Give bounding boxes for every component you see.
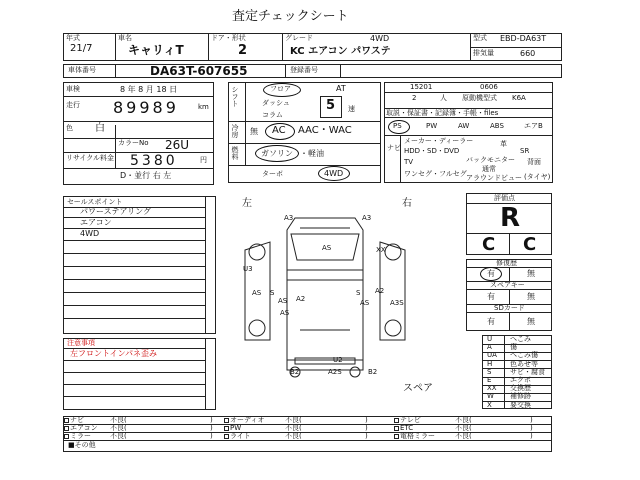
bottom-item-close: ) (530, 432, 533, 440)
legend-meaning: エクボ (510, 376, 531, 384)
color-value: 白 (95, 123, 105, 134)
legend-code: E (487, 376, 492, 384)
floor: フロア (270, 85, 291, 93)
bottom-item-status: 不良( (455, 416, 472, 424)
haimen: 背面 (527, 158, 541, 166)
mark-a3-2: A3 (362, 214, 372, 222)
shufukureki-label: 修復歴 (496, 259, 517, 267)
mark-as-5: AS (280, 309, 290, 317)
mark-a2-2: A2 (375, 287, 385, 295)
bottom-item-close: ) (530, 424, 533, 432)
soko-label: 走行 (66, 101, 80, 109)
diagram-left: 左 (242, 198, 252, 209)
katashiki-label: 型式 (473, 34, 487, 42)
bottom-item-close: ) (530, 416, 533, 424)
mark-b2-2: B2 (368, 368, 378, 376)
legend-code: XX (487, 384, 497, 393)
grade-value-2: KC エアコン パワステ (290, 46, 391, 57)
legend-code: S (487, 367, 492, 376)
reibo-none: 無 (250, 127, 258, 136)
eq-aw: AW (458, 122, 470, 130)
tv: TV (404, 158, 414, 166)
bottom-checkbox[interactable] (64, 434, 69, 439)
sales-point-2: エアコン (80, 218, 112, 227)
maker: メーカー・ディーラー (404, 137, 474, 145)
mark-a3-1: A3 (284, 214, 294, 222)
bottom-item-close: ) (210, 416, 213, 424)
colorno-label: カラーNo (118, 139, 149, 147)
legend-code: A (487, 343, 492, 352)
haikiryo-value: 660 (520, 49, 536, 58)
back-monitor: バックモニター (466, 156, 515, 164)
legend-meaning: へこみ傷 (510, 351, 538, 360)
legend-meaning: へこみ (510, 335, 531, 343)
left-bottom-text: D・並行 右 左 (120, 171, 172, 180)
navi-label: ナビ (387, 144, 401, 152)
fourwd: 4WD (324, 169, 344, 178)
shaken-value: 8 年 8 月 18 日 (120, 85, 178, 94)
sales-point-3: 4WD (80, 229, 100, 238)
shamei-label: 車名 (118, 34, 132, 42)
hyoka-label: 評価点 (494, 194, 515, 202)
bottom-checkbox[interactable] (224, 418, 229, 423)
hdd: HDD・SD・DVD (404, 147, 460, 155)
mark-s-1: S (270, 289, 275, 297)
kawa: 革 (500, 140, 507, 148)
sr: SR (520, 147, 530, 155)
nenshiki-value: 21/7 (70, 43, 93, 54)
one-seg: ワンセグ・フルセグ (404, 170, 467, 178)
bottom-item-close: ) (210, 424, 213, 432)
mark-s-2: S (356, 289, 361, 297)
legend-code: X (487, 400, 492, 409)
speed-label: 速 (348, 105, 355, 113)
legend-meaning: 補修跡 (510, 392, 531, 401)
recycle-unit: 円 (200, 156, 207, 164)
recycle-value: 5380 (130, 153, 178, 169)
keiyu: ・軽油 (300, 149, 324, 158)
legend-meaning: 要交換 (510, 400, 531, 409)
column: コラム (262, 111, 283, 119)
shufukureki-nashi: 無 (527, 269, 535, 278)
mark-as-3: AS (278, 297, 288, 305)
bottom-item-label: エアコン (70, 424, 98, 432)
bottom-item-label: ETC (400, 424, 414, 432)
sparekey-nashi: 無 (527, 292, 535, 301)
sdcard-ari: 有 (487, 317, 495, 326)
bottom-item-status: 不良( (285, 432, 302, 440)
bottom-item-close: ) (365, 424, 368, 432)
mark-a3s: A3S (390, 299, 404, 307)
bottom-item-close: ) (365, 432, 368, 440)
legend-meaning: サビ・腐食 (510, 367, 545, 376)
recycle-label: リサイクル料金 (66, 154, 115, 162)
notes-item: 左フロントインパネ歪み (70, 349, 158, 358)
dash: ダッシュ (262, 99, 290, 107)
tire: (タイヤ) (524, 173, 551, 181)
bottom-item-label: PW (230, 424, 242, 432)
bottom-item-label: オーディオ (230, 416, 265, 424)
bottom-item-label: 電格ミラー (400, 432, 435, 440)
bottom-item-label: ナビ (70, 416, 84, 424)
bottom-item-status: 不良( (110, 416, 127, 424)
soko-value: 89989 (113, 98, 179, 117)
nenryo-label: 燃料 (231, 146, 239, 160)
mark-xx: XX (376, 246, 386, 254)
mark-a2-1: A2 (296, 295, 306, 303)
legend-meaning: 色あせ等 (510, 359, 538, 368)
legend-meaning: 傷 (510, 343, 517, 352)
page-title: 査定チェックシート (232, 9, 349, 24)
bottom-item-close: ) (210, 432, 213, 440)
legend-meaning: 交換歴 (510, 384, 531, 393)
tsujo: 通常 (482, 165, 496, 173)
shift-label: シフト (231, 86, 239, 107)
diagram-spare: スペア (403, 383, 433, 394)
bottom-checkbox[interactable] (224, 434, 229, 439)
door-value: 2 (238, 43, 248, 58)
around-view: アラウンドビュー (466, 174, 522, 182)
shadai-label: 車体番号 (68, 66, 96, 74)
sales-point-1: パワーステアリング (80, 207, 151, 216)
aac-wac: AAC・WAC (298, 125, 352, 136)
bottom-item-status: 不良( (110, 424, 127, 432)
grade-label: グレード (285, 34, 313, 42)
reibo-label: 冷房 (231, 124, 239, 138)
bottom-checkbox[interactable] (224, 426, 229, 431)
docs: 取説・保証書・記録簿・手帳・files (386, 109, 499, 117)
eq-abs: ABS (490, 122, 504, 130)
hyoka-score: R (500, 203, 521, 233)
legend-code: W (487, 392, 494, 401)
bottom-item-status: 不良( (285, 416, 302, 424)
speed-value: 5 (326, 98, 336, 113)
katashiki-value: EBD-DA63T (500, 34, 547, 43)
mark-as-2: AS (252, 289, 262, 297)
bottom-checkbox[interactable] (394, 426, 399, 431)
nenshiki-label: 年式 (66, 34, 80, 42)
mark-u2: U2 (333, 356, 343, 364)
shadai-value: DA63T-607655 (150, 64, 248, 78)
gasoline: ガソリン (261, 149, 293, 158)
engine-value: K6A (512, 94, 526, 102)
bottom-checkbox[interactable] (394, 418, 399, 423)
bottom-item-status: 不良( (110, 432, 127, 440)
eq-pw: PW (426, 122, 438, 130)
shufukureki-ari: 有 (487, 269, 495, 278)
shaken-label: 車検 (66, 85, 80, 93)
row1-a: 15201 (410, 83, 433, 91)
hyoka-sub-2: C (523, 234, 537, 255)
bottom-item-close: ) (365, 416, 368, 424)
mark-u3: U3 (243, 265, 253, 273)
shamei-value: キャリィT (128, 43, 184, 57)
door-label: ドア・形状 (211, 34, 246, 42)
notes-label: 注意事項 (67, 339, 95, 347)
ac: AC (272, 125, 286, 136)
row1-b: 0606 (480, 83, 498, 91)
legend-code: H (487, 359, 493, 368)
sdcard-nashi: 無 (527, 317, 535, 326)
turbo: ターボ (262, 170, 283, 178)
sales-points-label: セールスポイント (67, 198, 123, 206)
teiin-value: 2 (412, 94, 417, 102)
grade-value-1: 4WD (370, 34, 390, 43)
toroku-label: 登録番号 (290, 66, 318, 74)
eq-ps: PS (393, 122, 402, 130)
bottom-item-status: 不良( (285, 424, 302, 432)
sdcard-label: SDカード (494, 304, 525, 312)
bottom-item-label: ライト (230, 432, 251, 440)
at: AT (336, 84, 346, 93)
sparekey-ari: 有 (487, 292, 495, 301)
bottom-item-status: 不良( (455, 432, 472, 440)
hyoka-sub-1: C (482, 234, 496, 255)
eq-airbag: エアB (524, 122, 543, 130)
color-label: 色 (66, 124, 73, 132)
haikiryo-label: 排気量 (473, 49, 494, 57)
legend-code: U (487, 335, 493, 343)
bottom-checkbox[interactable] (64, 426, 69, 431)
mark-a2s: A2S (328, 368, 342, 376)
bottom-item-status: 不良( (455, 424, 472, 432)
bottom-item-label: テレビ (400, 416, 421, 424)
bottom-other: ■その他 (68, 441, 96, 449)
mark-as-4: AS (360, 299, 370, 307)
bottom-checkbox[interactable] (394, 434, 399, 439)
diagram-right: 右 (402, 198, 412, 209)
sparekey-label: スペアキー (490, 281, 525, 289)
mark-as-1: AS (322, 244, 332, 252)
bottom-checkbox[interactable] (64, 418, 69, 423)
bottom-box (63, 416, 552, 452)
colorno-value: 26U (165, 138, 190, 152)
teiin-unit: 人 (440, 94, 447, 102)
mark-b2-1: B2 (290, 368, 300, 376)
bottom-item-label: ミラー (70, 432, 91, 440)
legend-code: UA (487, 351, 497, 360)
soko-unit: km (198, 103, 209, 111)
engine-label: 原動機型式 (462, 94, 497, 102)
